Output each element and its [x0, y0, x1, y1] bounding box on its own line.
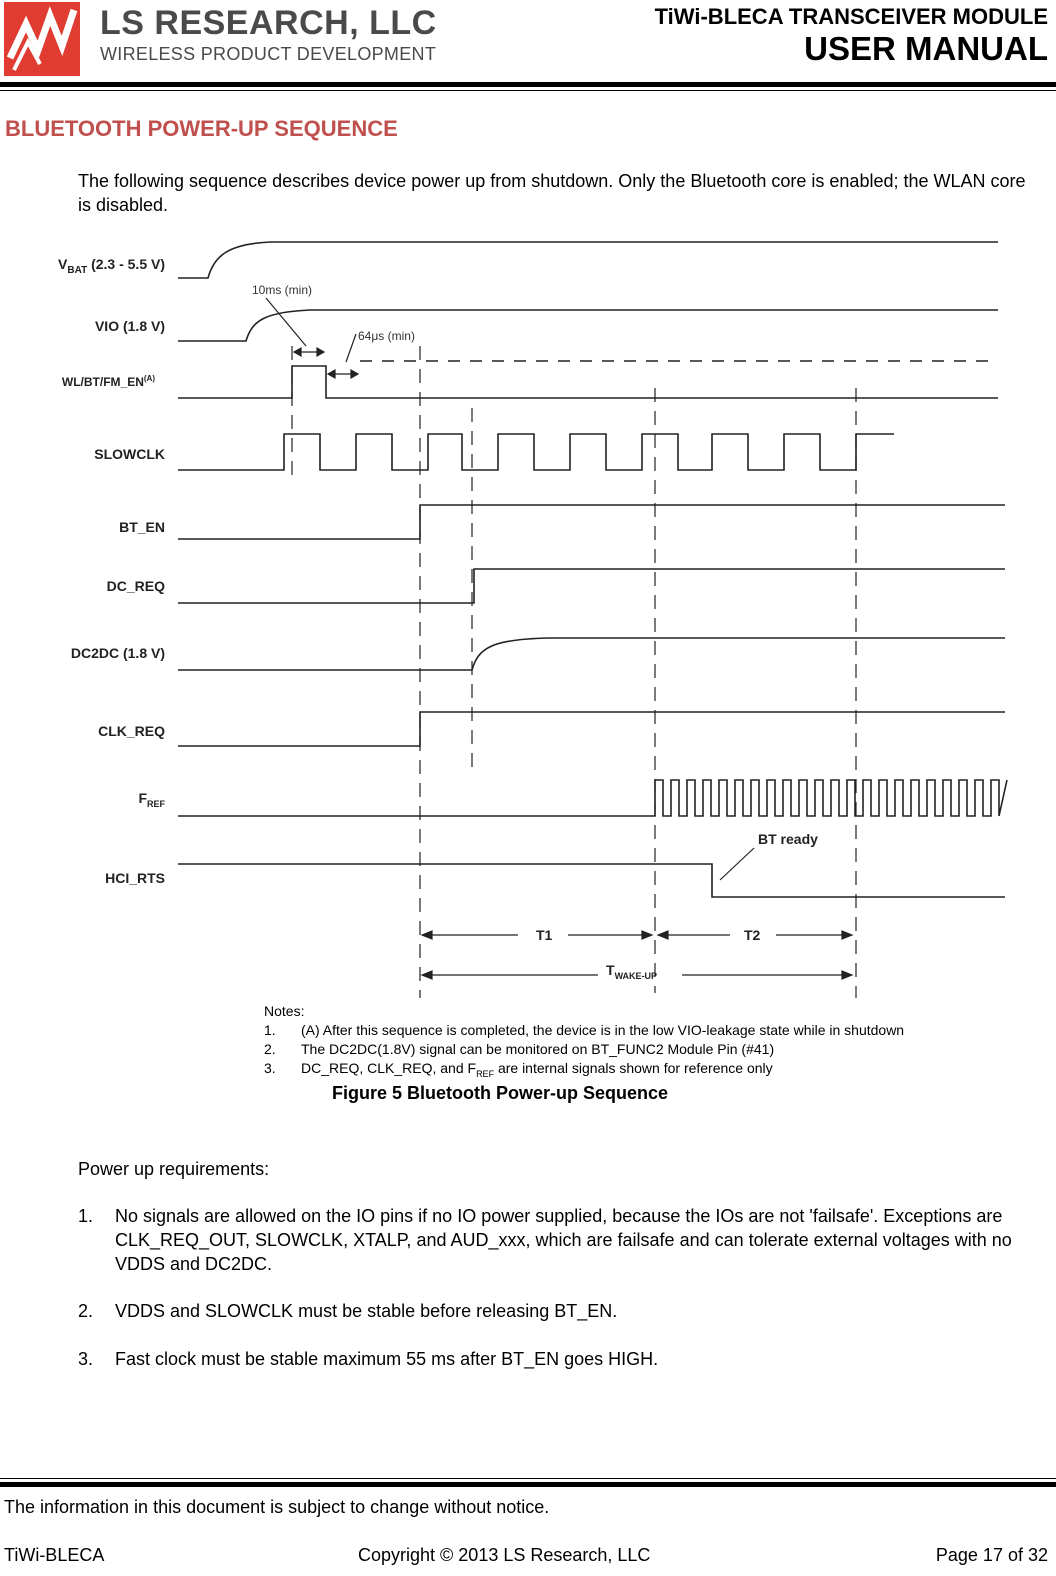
module-title: TiWi-BLECA TRANSCEIVER MODULE — [654, 4, 1048, 29]
header-rule-thick — [0, 82, 1056, 87]
waveform-slowclk — [178, 434, 894, 470]
annotation-64us: 64μs (min) — [358, 329, 415, 343]
requirement-number: 3. — [78, 1349, 94, 1369]
footer-page-number: Page 17 of 32 — [935, 1545, 1048, 1565]
arrow-t1-right — [642, 931, 652, 939]
waveform-wl-bt-fm-en — [178, 366, 998, 398]
signal-label-bt-en: BT_EN — [119, 519, 165, 535]
signal-label-clk-req: CLK_REQ — [98, 723, 165, 739]
annotation-64us-leader — [346, 334, 356, 362]
footer-notice: The information in this document is subject to change without notice. — [4, 1497, 550, 1517]
company-tagline: WIRELESS PRODUCT DEVELOPMENT — [100, 44, 437, 64]
arrow-64us-right — [351, 370, 358, 378]
signal-label-dc-req: DC_REQ — [106, 578, 165, 594]
annotation-t2: T2 — [744, 927, 761, 943]
annotation-bt-ready: BT ready — [758, 831, 818, 847]
signal-label-wl-bt-fm-en: $WL/BT/FM\_EN^{(A)}$ — [61, 374, 155, 389]
waveform-vio — [178, 310, 998, 341]
annotation-10ms: 10ms (min) — [252, 283, 313, 297]
signal-label-dc2dc: DC2DC (1.8 V) — [70, 645, 165, 661]
requirements-title: Power up requirements: — [78, 1159, 270, 1179]
arrow-10ms-left — [294, 348, 301, 356]
footer-rule-thin — [0, 1478, 1056, 1479]
timing-diagram — [0, 228, 1056, 1008]
arrow-twake-right — [842, 971, 852, 979]
signal-label-slowclk: SLOWCLK — [94, 446, 165, 462]
waveform-hci-rts — [178, 864, 1005, 897]
note-text: (A) After this sequence is completed, the device is in the low VIO-leakage state while in shutdown — [301, 1022, 905, 1038]
company-name: LS RESEARCH, LLC — [100, 4, 437, 42]
section-title: BLUETOOTH POWER-UP SEQUENCE — [5, 116, 398, 141]
figure-caption: Figure 5 Bluetooth Power-up Sequence — [332, 1083, 669, 1103]
note-number: 1. — [264, 1022, 276, 1038]
waveform-dc2dc — [178, 638, 1005, 670]
footer-rule-thick — [0, 1482, 1056, 1487]
intro-paragraph: The following sequence describes device power up from shutdown. Only the Bluetooth core is enabled; the WLAN core is disabled. — [78, 171, 1026, 215]
waveform-vbat — [178, 242, 998, 278]
arrow-10ms-right — [317, 348, 324, 356]
annotation-t1: T1 — [536, 927, 553, 943]
footer-copyright: Copyright © 2013 LS Research, LLC — [358, 1545, 651, 1565]
requirement-text: No signals are allowed on the IO pins if no IO power supplied, because the IOs are not 'failsafe'. Exceptions are CLK_REQ_OUT, SLOWCLK, XTALP, and AUD_xxx, which are failsafe and can tolerate external voltages with no VDDS and DC2DC. — [115, 1206, 1012, 1274]
company-logo — [4, 2, 80, 76]
arrow-64us-left — [328, 370, 335, 378]
annotation-bt-ready-leader — [720, 848, 754, 880]
requirement-text: Fast clock must be stable maximum 55 ms after BT_EN goes HIGH. — [115, 1349, 659, 1369]
waveform-fref — [178, 780, 1007, 816]
arrow-t2-left — [658, 931, 668, 939]
waveform-clk-req — [178, 712, 1005, 746]
manual-title: USER MANUAL — [804, 30, 1048, 67]
footer-product: TiWi-BLECA — [4, 1545, 105, 1565]
signal-label-vbat: $V_{BAT}$ (2.3 - 5.5 V) — [58, 256, 165, 276]
note-text: The DC2DC(1.8V) signal can be monitored on BT_FUNC2 Module Pin (#41) — [301, 1041, 775, 1057]
note-number: 3. — [264, 1060, 276, 1076]
waveform-bt-en — [178, 505, 1005, 539]
note-number: 2. — [264, 1041, 276, 1057]
signal-label-vio: VIO (1.8 V) — [94, 318, 165, 334]
arrow-twake-left — [422, 971, 432, 979]
requirement-number: 2. — [78, 1301, 94, 1321]
annotation-10ms-leader — [266, 298, 306, 346]
note-text: DC_REQ, CLK_REQ, and $F_{REF}$ are internal signals shown for reference only — [301, 1060, 773, 1079]
header-rule-thin — [0, 90, 1056, 91]
requirement-number: 1. — [78, 1206, 94, 1226]
signal-label-hci-rts: HCI_RTS — [105, 870, 165, 886]
annotation-twake: $T_{WAKE-UP}$ — [606, 962, 658, 981]
signal-label-fref: $F_{REF}$ — [138, 790, 165, 809]
waveform-dc-req — [178, 569, 1005, 603]
notes-heading: Notes: — [264, 1003, 305, 1019]
arrow-t2-right — [842, 931, 852, 939]
arrow-t1-left — [422, 931, 432, 939]
requirement-text: VDDS and SLOWCLK must be stable before releasing BT_EN. — [115, 1301, 618, 1321]
